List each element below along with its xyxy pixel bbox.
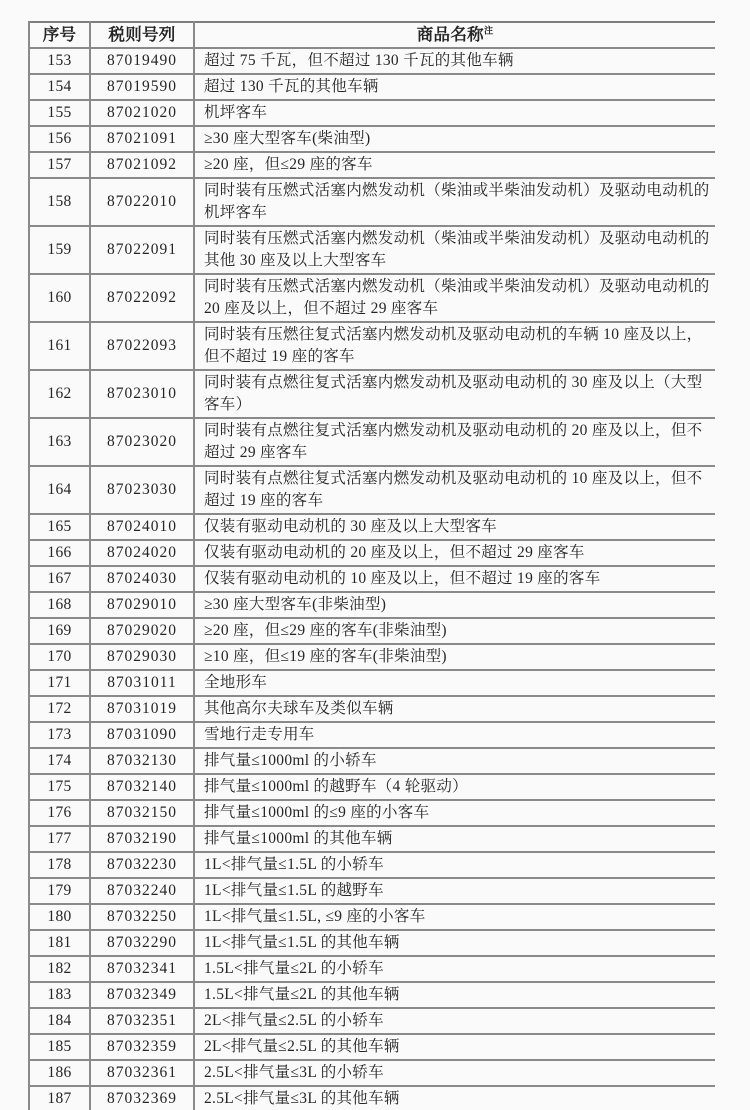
row-serial: 164 (29, 466, 90, 514)
row-serial: 156 (29, 126, 90, 152)
row-product-name: 2L<排气量≤2.5L 的其他车辆 (194, 1034, 715, 1060)
row-code: 87032190 (90, 826, 194, 852)
table-row (29, 322, 715, 370)
row-serial: 173 (29, 722, 90, 748)
row-serial: 174 (29, 748, 90, 774)
row-product-name: 机坪客车 (194, 100, 715, 126)
table-row (29, 466, 715, 514)
row-serial: 165 (29, 514, 90, 540)
row-code: 87021091 (90, 126, 194, 152)
row-product-name: 2L<排气量≤2.5L 的小轿车 (194, 1008, 715, 1034)
row-code: 87022091 (90, 226, 194, 274)
table-row (29, 74, 715, 100)
row-serial: 163 (29, 418, 90, 466)
table-row (29, 1008, 715, 1034)
table-row (29, 274, 715, 322)
row-serial: 178 (29, 852, 90, 878)
header-note-superscript: 注 (483, 25, 494, 36)
row-serial: 186 (29, 1060, 90, 1086)
table-row (29, 514, 715, 540)
table-row (29, 1060, 715, 1086)
row-code: 87031019 (90, 696, 194, 722)
header-serial: 序号 (29, 22, 90, 48)
table-row (29, 48, 715, 74)
row-serial: 167 (29, 566, 90, 592)
table-row (29, 774, 715, 800)
row-code: 87029020 (90, 618, 194, 644)
row-serial: 155 (29, 100, 90, 126)
row-code: 87019590 (90, 74, 194, 100)
table-row (29, 100, 715, 126)
row-product-name: 雪地行走专用车 (194, 722, 715, 748)
row-serial: 181 (29, 930, 90, 956)
row-product-name: 1L<排气量≤1.5L 的小轿车 (194, 852, 715, 878)
table-row (29, 1086, 715, 1110)
row-product-name: 仅装有驱动电动机的 10 座及以上，但不超过 19 座的客车 (194, 566, 715, 592)
row-serial: 177 (29, 826, 90, 852)
row-product-name: 同时装有压燃式活塞内燃发动机（柴油或半柴油发动机）及驱动电动机的机坪客车 (194, 178, 715, 226)
row-product-name: 同时装有点燃往复式活塞内燃发动机及驱动电动机的 10 座及以上，但不超过 19 座的客车 (194, 466, 715, 514)
table-row (29, 418, 715, 466)
row-code: 87023030 (90, 466, 194, 514)
table-row (29, 540, 715, 566)
row-serial: 157 (29, 152, 90, 178)
row-serial: 168 (29, 592, 90, 618)
row-product-name: 排气量≤1000ml 的≤9 座的小客车 (194, 800, 715, 826)
row-code: 87032140 (90, 774, 194, 800)
row-code: 87024020 (90, 540, 194, 566)
row-product-name: 排气量≤1000ml 的小轿车 (194, 748, 715, 774)
row-code: 87032230 (90, 852, 194, 878)
row-code: 87029030 (90, 644, 194, 670)
header-product-name (194, 22, 715, 48)
row-code: 87023020 (90, 418, 194, 466)
table-row (29, 982, 715, 1008)
row-code: 87022093 (90, 322, 194, 370)
tariff-table (28, 21, 715, 1110)
row-product-name: 超过 130 千瓦的其他车辆 (194, 74, 715, 100)
row-serial: 162 (29, 370, 90, 418)
table-row (29, 878, 715, 904)
row-product-name: 同时装有压燃式活塞内燃发动机（柴油或半柴油发动机）及驱动电动机的其他 30 座及以上大型客车 (194, 226, 715, 274)
row-serial: 170 (29, 644, 90, 670)
header-code: 税则号列 (90, 22, 194, 48)
row-serial: 184 (29, 1008, 90, 1034)
table-row (29, 370, 715, 418)
row-serial: 169 (29, 618, 90, 644)
header-product-name-label: 商品名称 (416, 25, 484, 44)
row-serial: 153 (29, 48, 90, 74)
row-serial: 185 (29, 1034, 90, 1060)
row-code: 87032341 (90, 956, 194, 982)
table-row (29, 696, 715, 722)
row-product-name: 1.5L<排气量≤2L 的其他车辆 (194, 982, 715, 1008)
row-code: 87032349 (90, 982, 194, 1008)
row-product-name: 1L<排气量≤1.5L, ≤9 座的小客车 (194, 904, 715, 930)
row-serial: 187 (29, 1086, 90, 1110)
row-serial: 183 (29, 982, 90, 1008)
row-code: 87022010 (90, 178, 194, 226)
row-code: 87032240 (90, 878, 194, 904)
table-row (29, 904, 715, 930)
row-code: 87032290 (90, 930, 194, 956)
row-code: 87022092 (90, 274, 194, 322)
table-row (29, 1034, 715, 1060)
row-product-name: 1L<排气量≤1.5L 的其他车辆 (194, 930, 715, 956)
row-code: 87031011 (90, 670, 194, 696)
row-product-name: ≥30 座大型客车(非柴油型) (194, 592, 715, 618)
table-row (29, 126, 715, 152)
row-serial: 180 (29, 904, 90, 930)
row-code: 87032351 (90, 1008, 194, 1034)
row-serial: 158 (29, 178, 90, 226)
table-row (29, 592, 715, 618)
table-row (29, 618, 715, 644)
row-code: 87024030 (90, 566, 194, 592)
row-product-name: 同时装有点燃往复式活塞内燃发动机及驱动电动机的 30 座及以上（大型客车） (194, 370, 715, 418)
row-code: 87032150 (90, 800, 194, 826)
table-row (29, 930, 715, 956)
table-row (29, 644, 715, 670)
table-row (29, 722, 715, 748)
row-product-name: 排气量≤1000ml 的越野车（4 轮驱动） (194, 774, 715, 800)
row-product-name: 仅装有驱动电动机的 30 座及以上大型客车 (194, 514, 715, 540)
row-serial: 154 (29, 74, 90, 100)
row-product-name: ≥10 座，但≤19 座的客车(非柴油型) (194, 644, 715, 670)
row-serial: 171 (29, 670, 90, 696)
row-serial: 182 (29, 956, 90, 982)
row-serial: 159 (29, 226, 90, 274)
row-code: 87019490 (90, 48, 194, 74)
table-row (29, 852, 715, 878)
row-serial: 160 (29, 274, 90, 322)
row-serial: 179 (29, 878, 90, 904)
row-product-name: ≥20 座，但≤29 座的客车 (194, 152, 715, 178)
row-product-name: 超过 75 千瓦，但不超过 130 千瓦的其他车辆 (194, 48, 715, 74)
row-code: 87031090 (90, 722, 194, 748)
row-product-name: 1.5L<排气量≤2L 的小轿车 (194, 956, 715, 982)
row-serial: 161 (29, 322, 90, 370)
row-code: 87021020 (90, 100, 194, 126)
row-product-name: 2.5L<排气量≤3L 的其他车辆 (194, 1086, 715, 1110)
row-product-name: 仅装有驱动电动机的 20 座及以上，但不超过 29 座客车 (194, 540, 715, 566)
table-row (29, 670, 715, 696)
row-product-name: 同时装有压燃往复式活塞内燃发动机及驱动电动机的车辆 10 座及以上，但不超过 19 座的客车 (194, 322, 715, 370)
row-product-name: ≥20 座，但≤29 座的客车(非柴油型) (194, 618, 715, 644)
row-code: 87023010 (90, 370, 194, 418)
table-row (29, 800, 715, 826)
row-code: 87032130 (90, 748, 194, 774)
row-product-name: ≥30 座大型客车(柴油型) (194, 126, 715, 152)
row-code: 87032361 (90, 1060, 194, 1086)
table-row (29, 566, 715, 592)
row-serial: 166 (29, 540, 90, 566)
row-product-name: 全地形车 (194, 670, 715, 696)
table-row (29, 152, 715, 178)
table-row (29, 178, 715, 226)
row-code: 87032369 (90, 1086, 194, 1110)
table-row (29, 226, 715, 274)
table-row (29, 826, 715, 852)
row-product-name: 2.5L<排气量≤3L 的小轿车 (194, 1060, 715, 1086)
row-code: 87032359 (90, 1034, 194, 1060)
row-code: 87032250 (90, 904, 194, 930)
row-product-name: 1L<排气量≤1.5L 的越野车 (194, 878, 715, 904)
row-serial: 176 (29, 800, 90, 826)
row-code: 87024010 (90, 514, 194, 540)
table-row (29, 956, 715, 982)
row-serial: 175 (29, 774, 90, 800)
row-code: 87029010 (90, 592, 194, 618)
row-product-name: 其他高尔夫球车及类似车辆 (194, 696, 715, 722)
row-product-name: 排气量≤1000ml 的其他车辆 (194, 826, 715, 852)
row-serial: 172 (29, 696, 90, 722)
row-product-name: 同时装有压燃式活塞内燃发动机（柴油或半柴油发动机）及驱动电动机的 20 座及以上，但不超过 29 座客车 (194, 274, 715, 322)
table-row (29, 748, 715, 774)
row-product-name: 同时装有点燃往复式活塞内燃发动机及驱动电动机的 20 座及以上，但不超过 29 座客车 (194, 418, 715, 466)
table-header-row (29, 22, 715, 48)
row-code: 87021092 (90, 152, 194, 178)
